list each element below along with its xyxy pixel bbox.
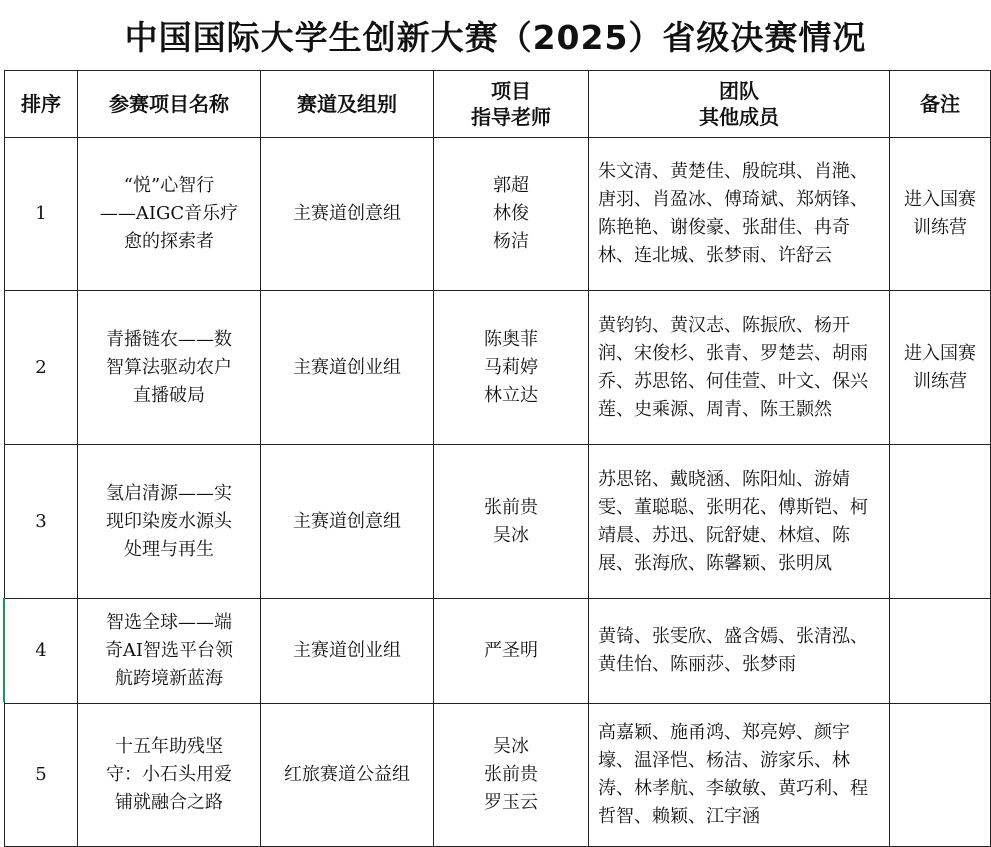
- remarks-cell: [890, 704, 991, 847]
- table-row: [5, 138, 991, 291]
- track-cell: 红旅赛道公益组: [261, 704, 434, 847]
- header-members: 团队 其他成员: [589, 71, 890, 138]
- rank-cell: 4: [5, 599, 78, 704]
- advisors-cell: 张前贵 吴冰: [434, 445, 589, 599]
- rank-cell: 2: [5, 291, 78, 445]
- header-row: [5, 71, 991, 138]
- header-track: 赛道及组别: [261, 71, 434, 138]
- track-cell: 主赛道创业组: [261, 291, 434, 445]
- remarks-cell: 进入国赛 训练营: [890, 138, 991, 291]
- page-title: 中国国际大学生创新大赛（2025）省级决赛情况: [124, 17, 867, 57]
- project-name-cell: “悦”心智行 ——AIGC音乐疗 愈的探索者: [78, 138, 261, 291]
- project-name-cell: 智选全球——端 奇AI智选平台领 航跨境新蓝海: [78, 599, 261, 704]
- rank-cell: 1: [5, 138, 78, 291]
- project-name-cell: 氢启清源——实 现印染废水源头 处理与再生: [78, 445, 261, 599]
- results-table: [4, 70, 991, 847]
- advisors-cell: 郭超 林俊 杨洁: [434, 138, 589, 291]
- table-row: [5, 599, 991, 704]
- remarks-cell: 进入国赛 训练营: [890, 291, 991, 445]
- rank-cell: 5: [5, 704, 78, 847]
- selected-row-indicator: [3, 598, 5, 702]
- rank-cell: 3: [5, 445, 78, 599]
- track-cell: 主赛道创意组: [261, 445, 434, 599]
- members-cell: 高嘉颖、施甬鸿、郑亮婷、颜宇壕、温泽恺、杨洁、游家乐、林涛、林孝航、李敏敏、黄巧利、程哲智、赖颖、江宇涵: [589, 704, 890, 847]
- header-advisors: 项目 指导老师: [434, 71, 589, 138]
- header-remarks: 备注: [890, 71, 991, 138]
- table-row: [5, 291, 991, 445]
- track-cell: 主赛道创意组: [261, 138, 434, 291]
- track-cell: 主赛道创业组: [261, 599, 434, 704]
- members-cell: 黄钧钧、黄汉志、陈振欣、杨开润、宋俊杉、张青、罗楚芸、胡雨乔、苏思铭、何佳萱、叶文、保兴莲、史乘源、周青、陈王颢然: [589, 291, 890, 445]
- advisors-cell: 陈奥菲 马莉婷 林立达: [434, 291, 589, 445]
- table-row: [5, 445, 991, 599]
- members-cell: 朱文清、黄楚佳、殷皖琪、肖滟、唐羽、肖盈冰、傅琦斌、郑炳锋、陈艳艳、谢俊豪、张甜佳、冉奇林、连北城、张梦雨、许舒云: [589, 138, 890, 291]
- members-cell: 黄锜、张雯欣、盛含嫣、张清泓、黄佳怡、陈丽莎、张梦雨: [589, 599, 890, 704]
- advisors-cell: 严圣明: [434, 599, 589, 704]
- header-rank: 排序: [5, 71, 78, 138]
- table-row: [5, 704, 991, 847]
- advisors-cell: 吴冰 张前贵 罗玉云: [434, 704, 589, 847]
- remarks-cell: [890, 599, 991, 704]
- members-cell: 苏思铭、戴晓涵、陈阳灿、游婧雯、董聪聪、张明花、傅斯铠、柯靖晨、苏迅、阮舒婕、林煊、陈展、张海欣、陈馨颖、张明凤: [589, 445, 890, 599]
- project-name-cell: 十五年助残坚 守：小石头用爱 铺就融合之路: [78, 704, 261, 847]
- project-name-cell: 青播链农——数 智算法驱动农户 直播破局: [78, 291, 261, 445]
- remarks-cell: [890, 445, 991, 599]
- header-project-name: 参赛项目名称: [78, 71, 261, 138]
